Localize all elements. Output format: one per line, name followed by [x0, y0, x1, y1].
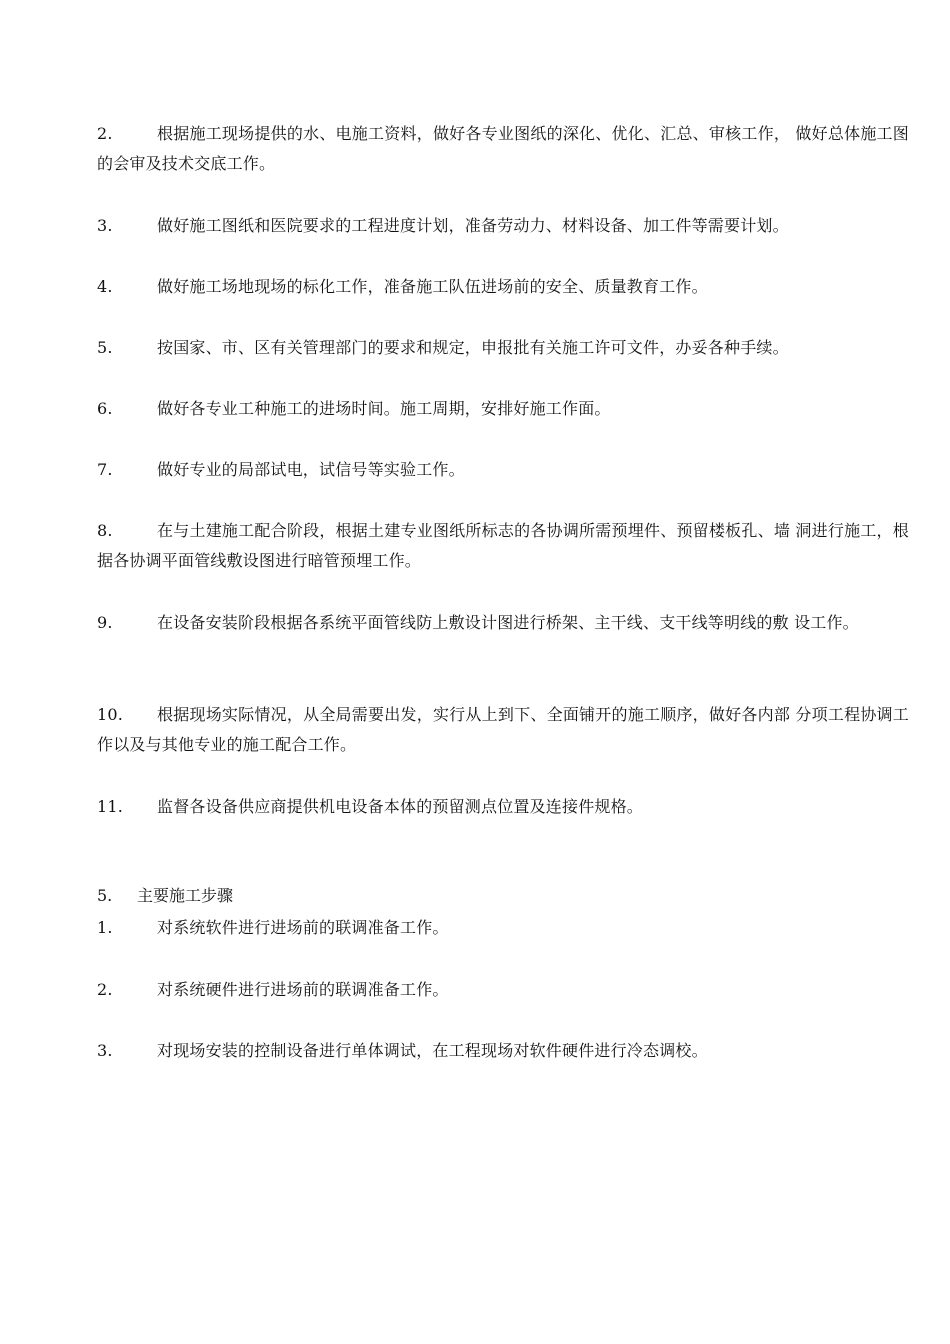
list-item-text: 在设备安装阶段根据各系统平面管线防上敷设计图进行桥架、主干线、支干线等明线的敷 设工作。 — [157, 613, 859, 632]
list-item-number: 10. — [97, 705, 124, 724]
section-heading — [97, 881, 233, 911]
step-number: 3. — [97, 1041, 113, 1060]
list-item-6 — [97, 394, 909, 424]
list-item-8 — [97, 516, 909, 576]
list-item-text: 监督各设备供应商提供机电设备本体的预留测点位置及连接件规格。 — [157, 797, 644, 816]
list-item-7 — [97, 455, 909, 485]
list-item-number: 11. — [97, 797, 124, 816]
list-item-2 — [97, 119, 909, 179]
list-item-text: 根据现场实际情况，从全局需要出发，实行从上到下、全面铺开的施工顺序，做好各内部 分项工程协调工作以及与其他专业的施工配合工作。 — [97, 705, 909, 754]
list-item-number: 9. — [97, 613, 113, 632]
list-item-number: 4. — [97, 277, 113, 296]
list-item-11 — [97, 792, 909, 822]
list-item-text: 在与土建施工配合阶段，根据土建专业图纸所标志的各协调所需预埋件、预留楼板孔、墙 洞进行施工，根据各协调平面管线敷设图进行暗管预埋工作。 — [97, 521, 909, 570]
step-number: 1. — [97, 918, 113, 937]
list-item-number: 5. — [97, 338, 113, 357]
list-item-5 — [97, 333, 909, 363]
section-title: 主要施工步骤 — [137, 886, 234, 905]
step-text: 对系统软件进行进场前的联调准备工作。 — [157, 918, 449, 937]
list-item-text: 做好施工图纸和医院要求的工程进度计划，准备劳动力、材料设备、加工件等需要计划。 — [157, 216, 789, 235]
list-item-9 — [97, 608, 909, 638]
section-number: 5. — [97, 886, 113, 905]
step-item-3 — [97, 1036, 909, 1066]
list-item-number: 3. — [97, 216, 113, 235]
step-number: 2. — [97, 980, 113, 999]
list-item-4 — [97, 272, 909, 302]
list-item-number: 6. — [97, 399, 113, 418]
step-text: 对系统硬件进行进场前的联调准备工作。 — [157, 980, 449, 999]
list-item-text: 按国家、市、区有关管理部门的要求和规定，申报批有关施工许可文件，办妥各种手续。 — [157, 338, 789, 357]
step-item-2 — [97, 975, 909, 1005]
list-item-number: 7. — [97, 460, 113, 479]
list-item-10 — [97, 700, 909, 760]
list-item-3 — [97, 211, 909, 241]
step-text: 对现场安装的控制设备进行单体调试，在工程现场对软件硬件进行冷态调校。 — [157, 1041, 708, 1060]
step-item-1 — [97, 913, 909, 943]
list-item-number: 8. — [97, 521, 113, 540]
list-item-text: 做好施工场地现场的标化工作，准备施工队伍进场前的安全、质量教育工作。 — [157, 277, 708, 296]
list-item-text: 根据施工现场提供的水、电施工资料，做好各专业图纸的深化、优化、汇总、审核工作， 做好总体施工图的会审及技术交底工作。 — [97, 124, 909, 173]
list-item-text: 做好各专业工种施工的进场时间。施工周期，安排好施工作面。 — [157, 399, 611, 418]
list-item-text: 做好专业的局部试电，试信号等实验工作。 — [157, 460, 465, 479]
list-item-number: 2. — [97, 124, 113, 143]
